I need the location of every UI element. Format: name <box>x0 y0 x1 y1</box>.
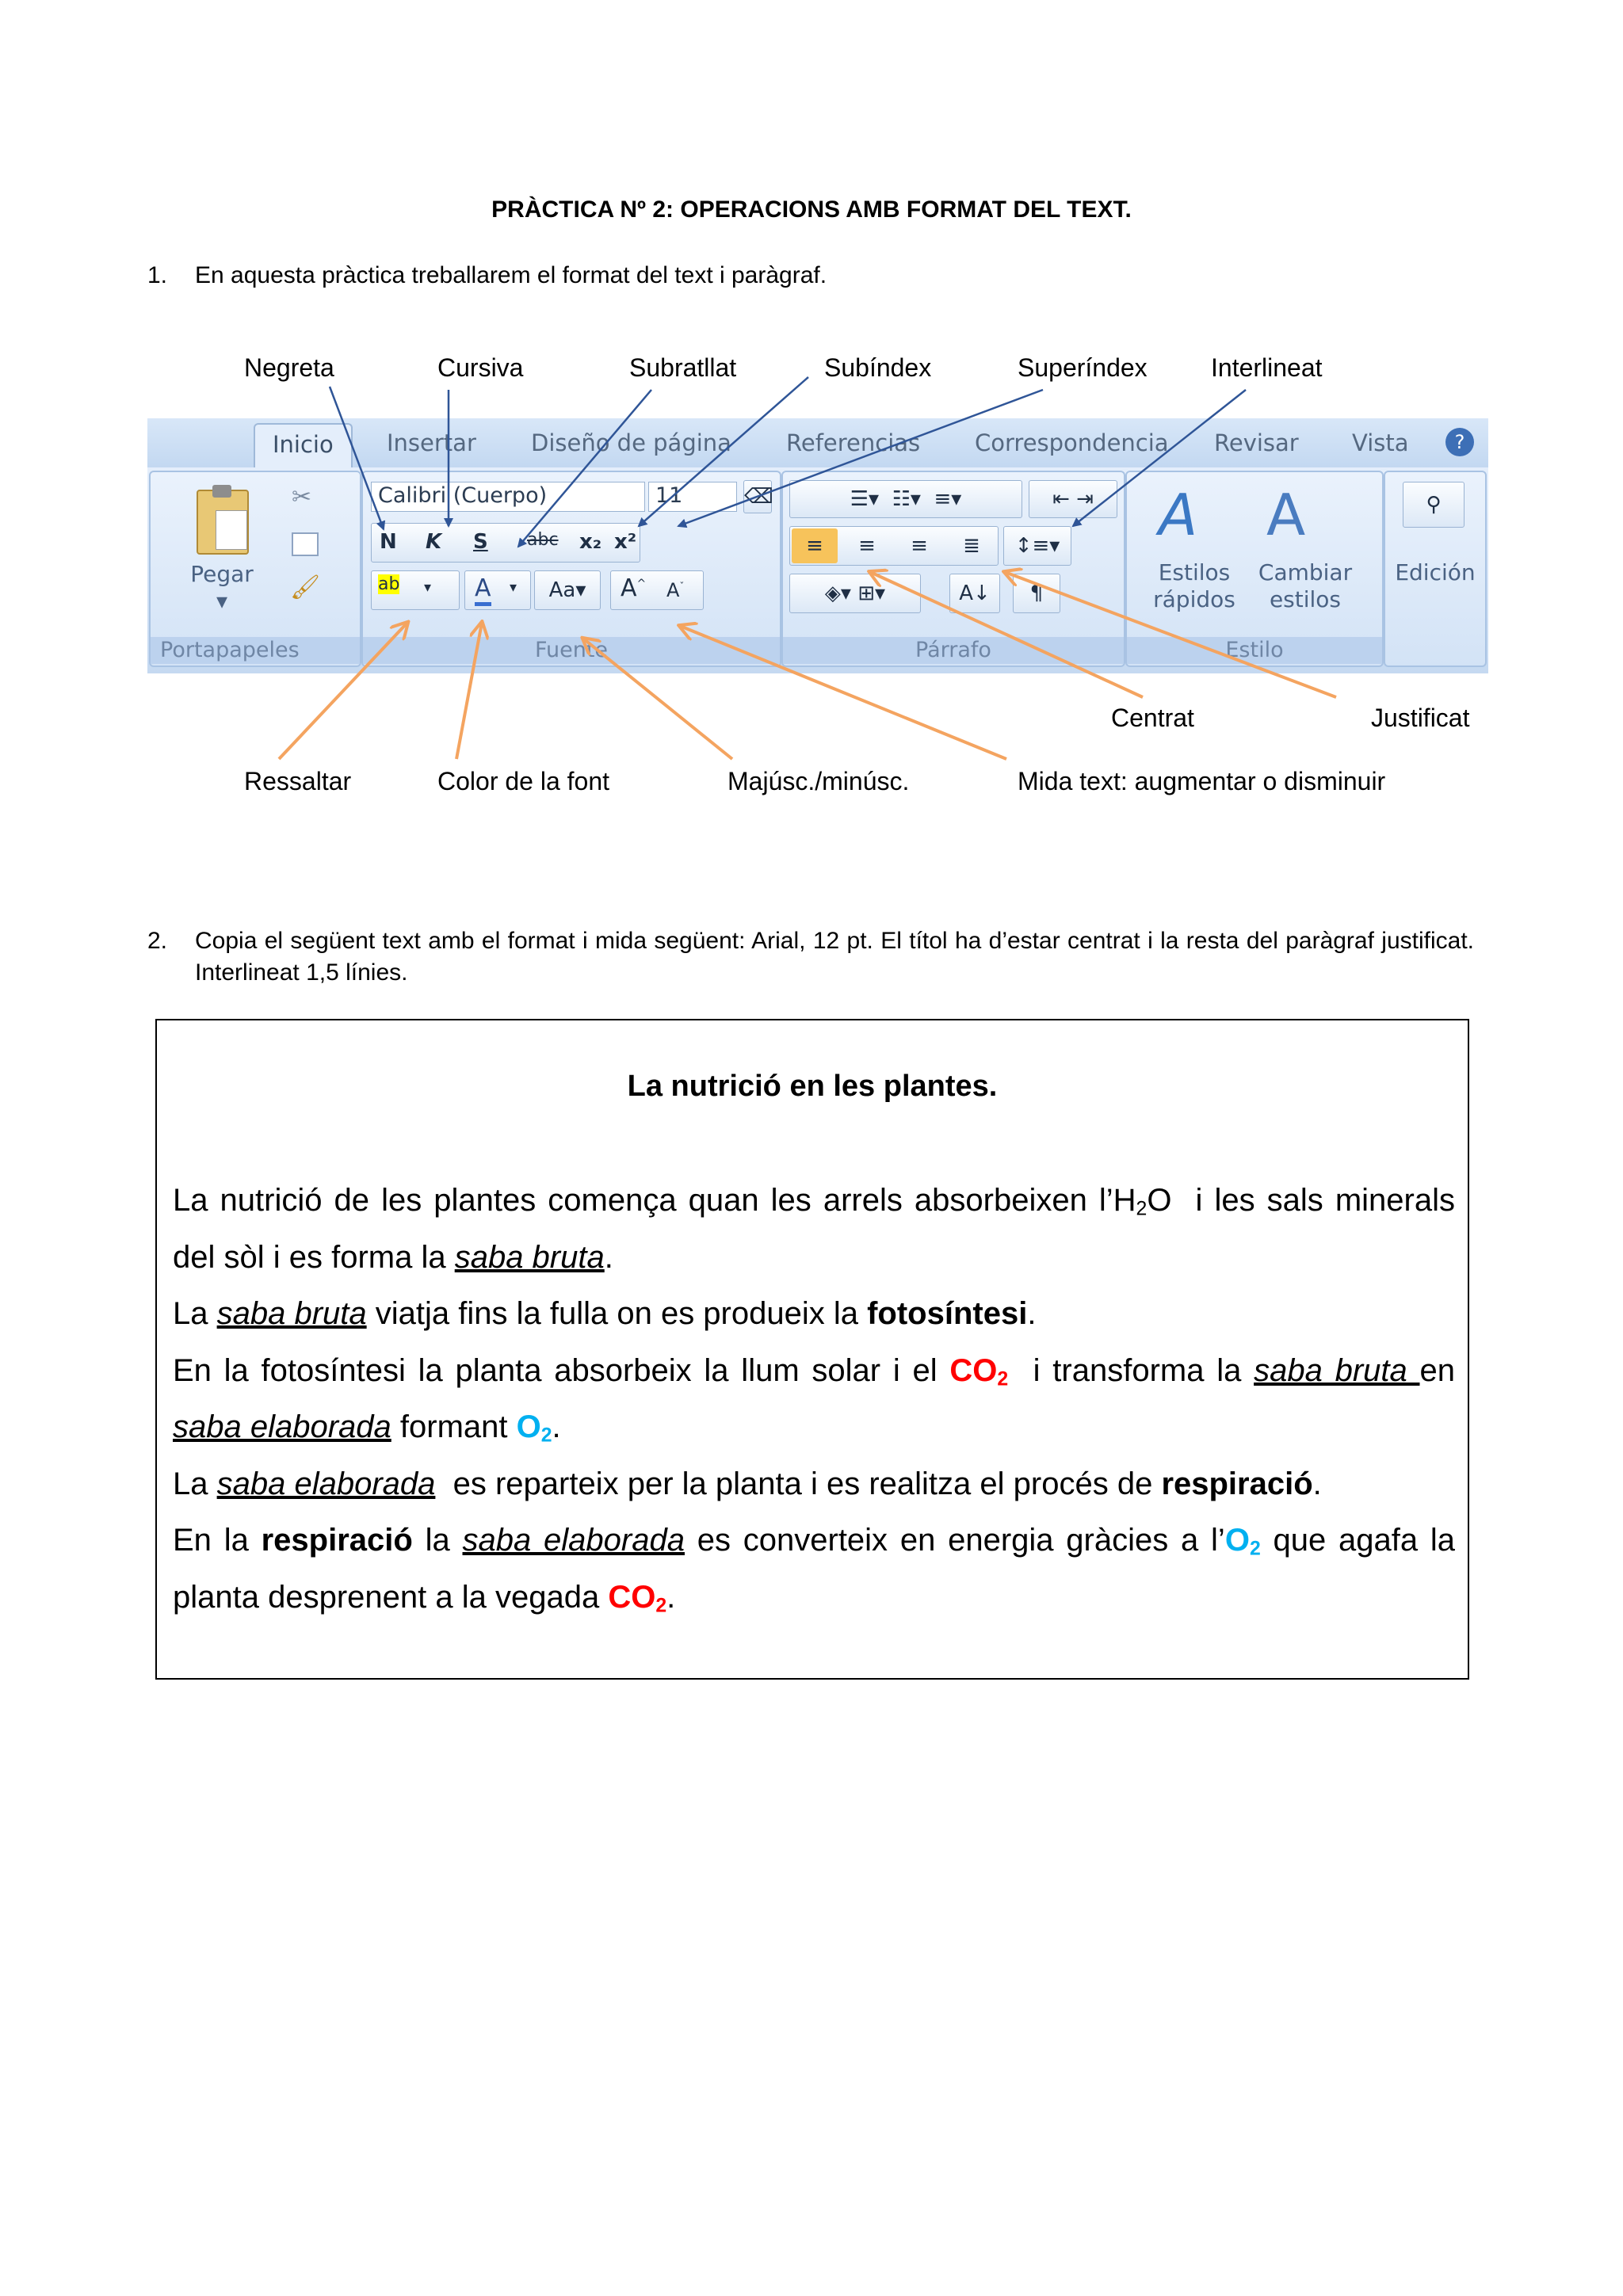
arrow-justificat <box>1005 572 1336 697</box>
label-justificat: Justificat <box>1371 704 1470 732</box>
multilevel-icon[interactable]: ≡▾ <box>934 487 962 511</box>
numbering-icon[interactable]: ☷▾ <box>892 487 921 511</box>
align-center-icon[interactable]: ≡ <box>858 534 876 558</box>
arrow-ressaltar <box>279 623 407 759</box>
show-marks-icon[interactable]: ¶ <box>1013 574 1060 613</box>
paragraph-line: La saba bruta viatja fins la fulla on es produeix la fotosíntesi. <box>173 1296 1037 1331</box>
arrow-superindex <box>678 390 1043 526</box>
arrow-mida <box>680 626 1006 759</box>
font-color-icon: A <box>475 574 491 606</box>
tab-correspondencia[interactable]: Correspondencia <box>975 429 1169 456</box>
label-cursiva: Cursiva <box>437 353 524 382</box>
highlight-icon: ab <box>378 574 400 594</box>
indent-icon[interactable]: ⇤ ⇥ <box>1029 480 1117 518</box>
font-name-select[interactable]: Calibri (Cuerpo) <box>371 482 645 512</box>
arrow-color-font <box>456 623 482 759</box>
tab-inicio[interactable]: Inicio <box>254 423 353 480</box>
question-text: Copia el següent text amb el format i mida següent: Arial, 12 pt. El títol ha d’estar centrat i la resta del paràgraf justificat. Interlineat 1,5 línies. <box>195 928 1474 986</box>
line-spacing-icon[interactable]: ↕≡▾ <box>1003 526 1071 566</box>
font-size-select[interactable]: 11 <box>648 482 737 512</box>
subscript-icon[interactable]: x₂ <box>579 530 602 554</box>
change-styles-button[interactable]: Cambiar estilos <box>1258 559 1353 612</box>
label-superindex: Superíndex <box>1018 353 1148 382</box>
label-majusc: Majúsc./minúsc. <box>727 767 910 795</box>
tab-referencias[interactable]: Referencias <box>786 429 921 456</box>
format-painter-icon[interactable]: 🖌 <box>290 574 321 601</box>
change-case-icon[interactable]: Aa▾ <box>534 570 601 610</box>
superscript-icon[interactable]: x² <box>614 530 637 554</box>
group-label-parrafo: Párrafo <box>783 637 1124 664</box>
shrink-font-icon[interactable]: $A^ˇ$ <box>666 579 685 601</box>
paragraph-line: La nutrició de les plantes comença quan les arrels absorbeixen $l’H_2O$ i les sals minerals del sòl i es forma la saba bruta. <box>173 1183 1455 1275</box>
chevron-down-icon: ▾ <box>510 579 517 596</box>
arrow-subratllat <box>518 390 651 547</box>
cut-icon[interactable]: ✂ <box>292 483 312 511</box>
sort-icon[interactable]: A↓ <box>949 574 1000 613</box>
paragraph-line: En la respiració la saba elaborada es converteix en energia gràcies a $l’O_2$ que agafa la planta desprenent a la vegada $CO_2$. <box>173 1523 1456 1616</box>
tab-revisar[interactable]: Revisar <box>1214 429 1299 456</box>
arrow-interlineat <box>1073 390 1246 526</box>
strikethrough-icon[interactable]: abc <box>527 530 559 550</box>
paragraph-line: En la fotosíntesi la planta absorbeix la llum solar i el $CO_2$ i transforma la saba bruta en saba elaborada formant $O_2$. <box>173 1352 1455 1447</box>
box-title: La nutrició en les plantes. <box>627 1070 998 1103</box>
question-number: 2. <box>147 928 168 954</box>
exercise-text-box <box>155 1019 1469 1680</box>
align-right-icon[interactable]: ≡ <box>911 534 928 558</box>
question-text: En aquesta pràctica treballarem el format del text i paràgraf. <box>195 262 827 288</box>
binoculars-icon: ⚲ <box>1403 482 1465 528</box>
label-interlineat: Interlineat <box>1211 353 1323 382</box>
paste-button[interactable]: Pegar <box>190 561 254 587</box>
question-number: 1. <box>147 262 168 288</box>
tab-diseno[interactable]: Diseño de página <box>531 429 731 456</box>
callout-arrows <box>0 0 1623 871</box>
question-2 <box>147 925 1474 992</box>
help-icon[interactable]: ? <box>1445 428 1474 456</box>
shading-borders-icon[interactable]: ◈▾ ⊞▾ <box>789 574 921 613</box>
label-negreta: Negreta <box>244 353 334 382</box>
align-left-icon[interactable]: ≡ <box>792 528 838 563</box>
label-mida: Mida text: augmentar o disminuir <box>1018 767 1386 795</box>
paste-dropdown-icon[interactable]: ▾ <box>216 588 228 614</box>
arrow-centrat <box>870 572 1143 697</box>
clear-format-icon[interactable]: ⌫ <box>743 480 772 513</box>
label-centrat: Centrat <box>1111 704 1194 732</box>
grow-font-icon[interactable]: A^ <box>621 574 647 602</box>
tab-vista[interactable]: Vista <box>1352 429 1409 456</box>
arrow-negreta <box>330 387 384 529</box>
bold-icon[interactable]: N <box>380 530 397 554</box>
group-label-estilo: Estilo <box>1127 637 1382 664</box>
italic-icon[interactable]: K <box>426 530 442 554</box>
arrow-subindex <box>639 377 808 526</box>
quick-styles-button[interactable]: Estilos rápidos <box>1153 559 1235 612</box>
underline-icon[interactable]: S <box>473 530 488 554</box>
edicion-button[interactable]: Edición <box>1395 559 1476 585</box>
group-label-fuente: Fuente <box>363 637 780 664</box>
bullets-icon[interactable]: ☰▾ <box>850 487 880 511</box>
change-styles-icon: A <box>1266 482 1306 548</box>
label-subratllat: Subratllat <box>629 353 737 382</box>
justify-icon[interactable]: ≣ <box>963 534 980 558</box>
paragraph-line: La saba elaborada es reparteix per la planta i es realitza el procés de respiració. <box>173 1466 1322 1501</box>
arrow-majusc <box>583 639 732 759</box>
label-subindex: Subíndex <box>824 353 932 382</box>
box-paragraph <box>173 1173 1455 1626</box>
tab-insertar[interactable]: Insertar <box>387 429 476 456</box>
page-title: PRÀCTICA Nº 2: OPERACIONS AMB FORMAT DEL TEXT. <box>491 196 1132 223</box>
group-label-portapapeles: Portapapeles <box>151 637 360 664</box>
label-ressaltar: Ressaltar <box>244 767 352 795</box>
label-color-font: Color de la font <box>437 767 610 795</box>
quick-styles-icon: A <box>1159 482 1198 548</box>
chevron-down-icon: ▾ <box>424 579 432 596</box>
